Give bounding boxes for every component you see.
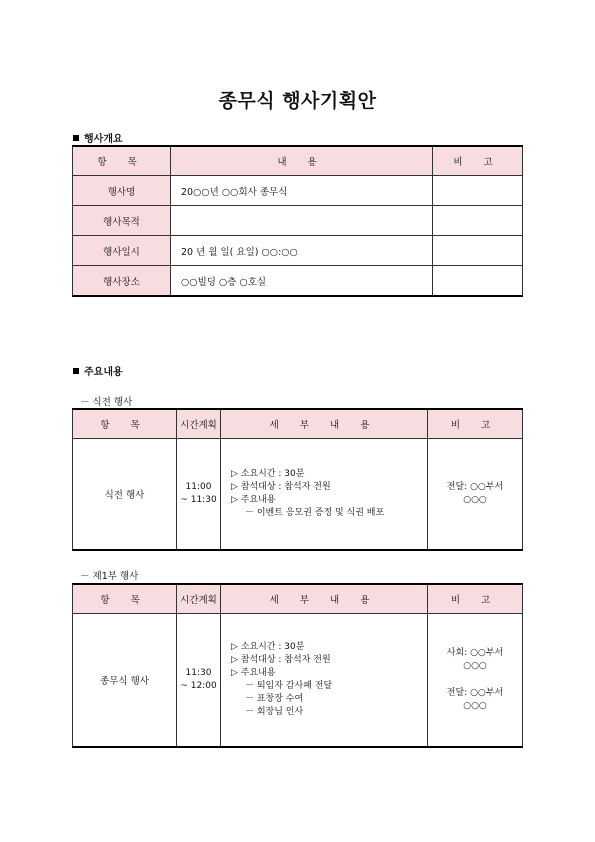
header-detail: 세 부 내 용 <box>221 584 428 614</box>
part1-table <box>72 583 523 748</box>
note-line: 전달: ○○부서 <box>446 481 504 492</box>
note-line: 전달: ○○부서 <box>446 687 504 698</box>
note-line: ○○○ <box>463 660 487 671</box>
section-heading-overview <box>73 130 123 145</box>
row-content[interactable]: 20 년 월 일( 요일) ○○:○○ <box>171 236 433 266</box>
detail-content <box>221 614 428 747</box>
detail-line: － 이벤트 응모권 증정 및 식권 배포 <box>245 507 385 518</box>
table-row <box>73 236 523 266</box>
row-note[interactable] <box>433 206 523 236</box>
header-item: 항 목 <box>73 409 177 439</box>
square-bullet-icon <box>73 135 79 141</box>
table-row <box>73 266 523 297</box>
detail-line: ▷ 소요시간 : 30분 <box>231 641 305 652</box>
header-note: 비 고 <box>428 584 523 614</box>
row-content[interactable]: ○○빌딩 ○층 ○호실 <box>171 266 433 297</box>
event-item: 식전 행사 <box>73 439 177 550</box>
time-plan <box>177 614 221 747</box>
note-content <box>428 439 523 550</box>
row-note[interactable] <box>433 236 523 266</box>
table-row <box>73 176 523 206</box>
header-content: 내 용 <box>171 146 433 176</box>
detail-line: ▷ 주요내용 <box>231 494 276 505</box>
header-time: 시간계획 <box>177 409 221 439</box>
square-bullet-icon <box>73 368 79 374</box>
row-content[interactable]: 20○○년 ○○회사 종무식 <box>171 176 433 206</box>
note-line: 사회: ○○부서 <box>446 647 504 658</box>
section-label: 행사개요 <box>84 134 123 145</box>
detail-line: ▷ 주요내용 <box>231 667 276 678</box>
detail-line: － 퇴임자 감사패 전달 <box>245 680 333 691</box>
header-detail: 세 부 내 용 <box>221 409 428 439</box>
table-row <box>73 439 523 550</box>
row-label: 행사일시 <box>73 236 171 266</box>
overview-table <box>72 145 523 297</box>
header-time: 시간계획 <box>177 584 221 614</box>
page-title: 종무식 행사기획안 <box>218 90 377 112</box>
section-label: 주요내용 <box>84 367 123 378</box>
table-row <box>73 614 523 747</box>
subsection-title-part1: － 제1부 행사 <box>80 571 139 582</box>
detail-line: ▷ 참석대상 : 참석자 전원 <box>231 481 331 492</box>
section-heading-main <box>73 363 123 378</box>
row-content[interactable] <box>171 206 433 236</box>
time-start: 11:00 <box>185 481 212 492</box>
row-note[interactable] <box>433 266 523 297</box>
note-content <box>428 614 523 747</box>
detail-content <box>221 439 428 550</box>
header-item: 항 목 <box>73 146 171 176</box>
table-row <box>73 206 523 236</box>
row-label: 행사목적 <box>73 206 171 236</box>
header-note: 비 고 <box>433 146 523 176</box>
pre-event-table <box>72 408 523 551</box>
detail-line: － 표창장 수여 <box>245 693 304 704</box>
row-note[interactable] <box>433 176 523 206</box>
row-label: 행사명 <box>73 176 171 206</box>
subsection-title-pre-event: － 식전 행사 <box>80 397 133 408</box>
time-end: ~ 11:30 <box>180 494 217 505</box>
detail-line: － 회장님 인사 <box>245 706 304 717</box>
event-item: 종무식 행사 <box>73 614 177 747</box>
detail-line: ▷ 소요시간 : 30분 <box>231 468 305 479</box>
time-plan <box>177 439 221 550</box>
note-line: ○○○ <box>463 494 487 505</box>
header-item: 항 목 <box>73 584 177 614</box>
row-label: 행사장소 <box>73 266 171 297</box>
header-note: 비 고 <box>428 409 523 439</box>
note-line: ○○○ <box>463 700 487 711</box>
detail-line: ▷ 참석대상 : 참석자 전원 <box>231 654 331 665</box>
time-start: 11:30 <box>185 667 212 678</box>
time-end: ~ 12:00 <box>180 680 217 691</box>
